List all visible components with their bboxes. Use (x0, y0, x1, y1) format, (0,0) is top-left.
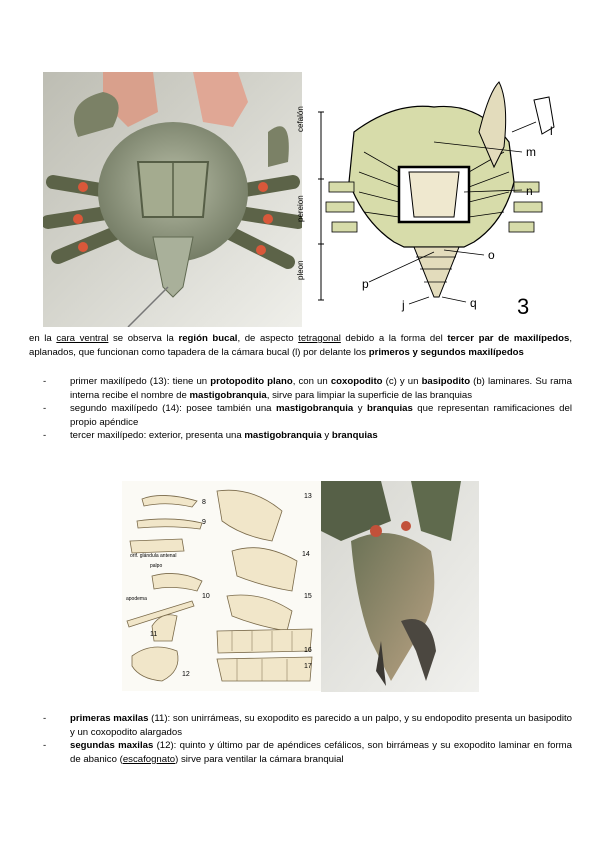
term-tetragonal: tetragonal (298, 333, 341, 344)
term-cara-ventral: cara ventral (56, 333, 109, 344)
label-16: 16 (304, 647, 312, 654)
label-apodema: apodema (126, 596, 147, 602)
text: debido a la forma del (340, 333, 448, 344)
maxilliped-list (43, 375, 572, 443)
label-9: 9 (202, 519, 206, 526)
label-q: q (470, 296, 477, 310)
list-item: - segundo maxilípedo (14): posee también una mastigobranquia y branquias que representan ramificaciones del propio apéndice (43, 402, 572, 429)
crab-claw-photo (321, 481, 479, 692)
appendages-diagram (122, 481, 322, 691)
maxilla-list (43, 712, 572, 766)
label-pereion: pereion (296, 195, 305, 222)
label-11: 11 (150, 631, 158, 638)
label-12: 12 (182, 671, 190, 678)
list-item: - primer maxilípedo (13): tiene un protopodito plano, con un coxopodito (c) y un basipodito (b) laminares. Su rama interna recibe el nombre de mastigobranquia, sirve para limpiar la superficie de las branquias (43, 375, 572, 402)
label-palpo: palpo (150, 563, 163, 569)
label-pleon: pleon (296, 260, 305, 280)
list-item: - primeras maxilas (11): son unirrámeas, su exopodito es parecido a un palpo, y su endopodito presenta un basipodito y un coxopodito alargados (43, 712, 572, 739)
label-14: 14 (302, 551, 310, 558)
mouthparts-diagram (296, 72, 566, 327)
list-item: - segundas maxilas (12): quinto y último par de apéndices cefálicos, son birrámeas y su exopodito laminar en forma de abanico (escafognato) sirve para ventilar la cámara branquial (43, 739, 572, 766)
label-13: 13 (304, 493, 312, 500)
text: , de aspecto (237, 333, 299, 344)
label-10: 10 (202, 593, 210, 600)
label-p: p (362, 277, 369, 291)
term-region-bucal: región bucal (178, 333, 238, 344)
label-l: l (550, 124, 553, 138)
term-tercer-par: tercer par de maxilípedos (447, 333, 570, 344)
crab-ventral-photo (43, 72, 302, 327)
text: en la (29, 333, 57, 344)
label-15: 15 (304, 593, 312, 600)
label-cefalon: cefalón (296, 106, 305, 132)
figure-number: 3 (517, 294, 530, 319)
label-glandula: orif. glándula antenal (130, 553, 177, 559)
list-item: - tercer maxilípedo: exterior, presenta una mastigobranquia y branquias (43, 429, 572, 443)
label-n: n (526, 184, 533, 198)
text: , aplanados, que funcionan como tapadera de la cámara bucal (l) por delante los (29, 333, 573, 358)
label-8: 8 (202, 499, 206, 506)
label-o: o (488, 248, 495, 262)
label-17: 17 (304, 663, 312, 670)
label-m: m (526, 145, 536, 159)
term-primeros: primeros y segundos maxilípedos (368, 346, 524, 358)
text: se observa la (108, 333, 179, 344)
label-j: j (402, 298, 405, 312)
intro-paragraph (29, 332, 572, 359)
